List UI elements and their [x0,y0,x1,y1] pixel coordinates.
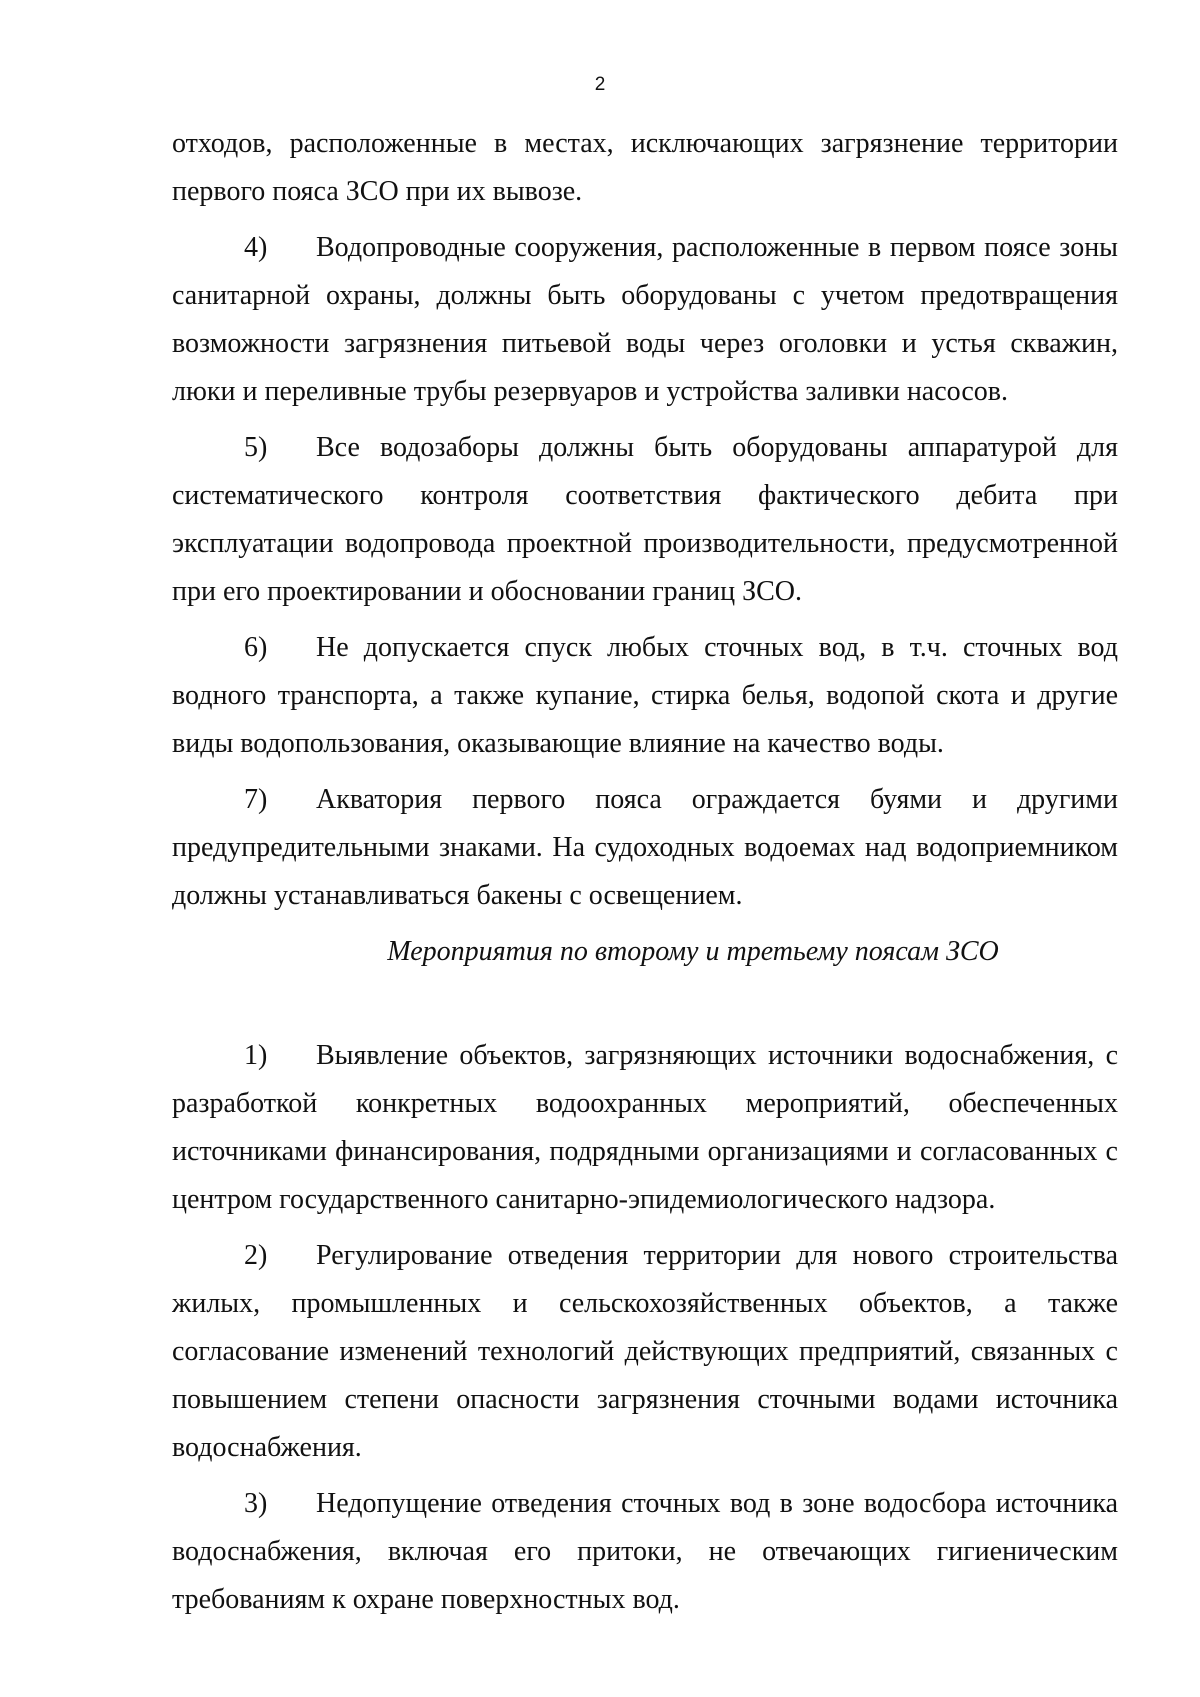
section-heading: Мероприятия по второму и третьему поясам ЗСО [387,936,999,967]
list-item-number: 7) [244,784,268,815]
list-item-number: 3) [244,1488,268,1519]
list-item-text: Не допускается спуск любых сточных вод, в т.ч. сточных вод водного транспорта, а также купание, стирка белья, водопой скота и другие виды водопользования, оказывающие влияние на качество воды. [172,632,1118,759]
continued-paragraph: отходов, расположенные в местах, исключающих загрязнение территории первого пояса ЗСО при их вывозе. [172,128,1118,207]
list-item-text: Все водозаборы должны быть оборудованы аппаратурой для систематического контроля соответствия фактического дебита при эксплуатации водопровода проектной производительности, предусмотренной при его проектировании и обосновании границ ЗСО. [172,432,1118,607]
list-item-5 [172,424,1118,616]
list-item-2 [172,1232,1118,1472]
list-item-number: 2) [244,1240,268,1271]
list-item-text: Водопроводные сооружения, расположенные в первом поясе зоны санитарной охраны, должны быть оборудованы с учетом предотвращения возможности загрязнения питьевой воды через оголовки и устья скважин, люки и переливные трубы резервуаров и устройства заливки насосов. [172,232,1118,407]
list-item-3 [172,1480,1118,1624]
list-item-text: Регулирование отведения территории для нового строительства жилых, промышленных и сельскохозяйственных объектов, а также согласование изменений технологий действующих предприятий, связанных с повышением степени опасности загрязнения сточными водами источника водоснабжения. [172,1240,1118,1463]
list-item-6 [172,624,1118,768]
page-number: 2 [594,74,606,95]
list-item-text: Акватория первого пояса ограждается буями и другими предупредительными знаками. На судоходных водоемах над водоприемником должны устанавливаться бакены с освещением. [172,784,1118,911]
list-item-text: Недопущение отведения сточных вод в зоне водосбора источника водоснабжения, включая его притоки, не отвечающих гигиеническим требованиям к охране поверхностных вод. [172,1488,1118,1615]
list-item-number: 6) [244,632,268,663]
list-item-number: 5) [244,432,268,463]
list-item-number: 1) [244,1040,268,1071]
list-item-7 [172,776,1118,920]
list-item-4 [172,224,1118,416]
document-body [172,120,1118,1624]
list-item-number: 4) [244,232,268,263]
list-item-text: Выявление объектов, загрязняющих источники водоснабжения, с разработкой конкретных водоохранных мероприятий, обеспеченных источниками финансирования, подрядными организациями и согласованных с центром государственного санитарно-эпидемиологического надзора. [172,1040,1118,1215]
list-item-1 [172,1032,1118,1224]
